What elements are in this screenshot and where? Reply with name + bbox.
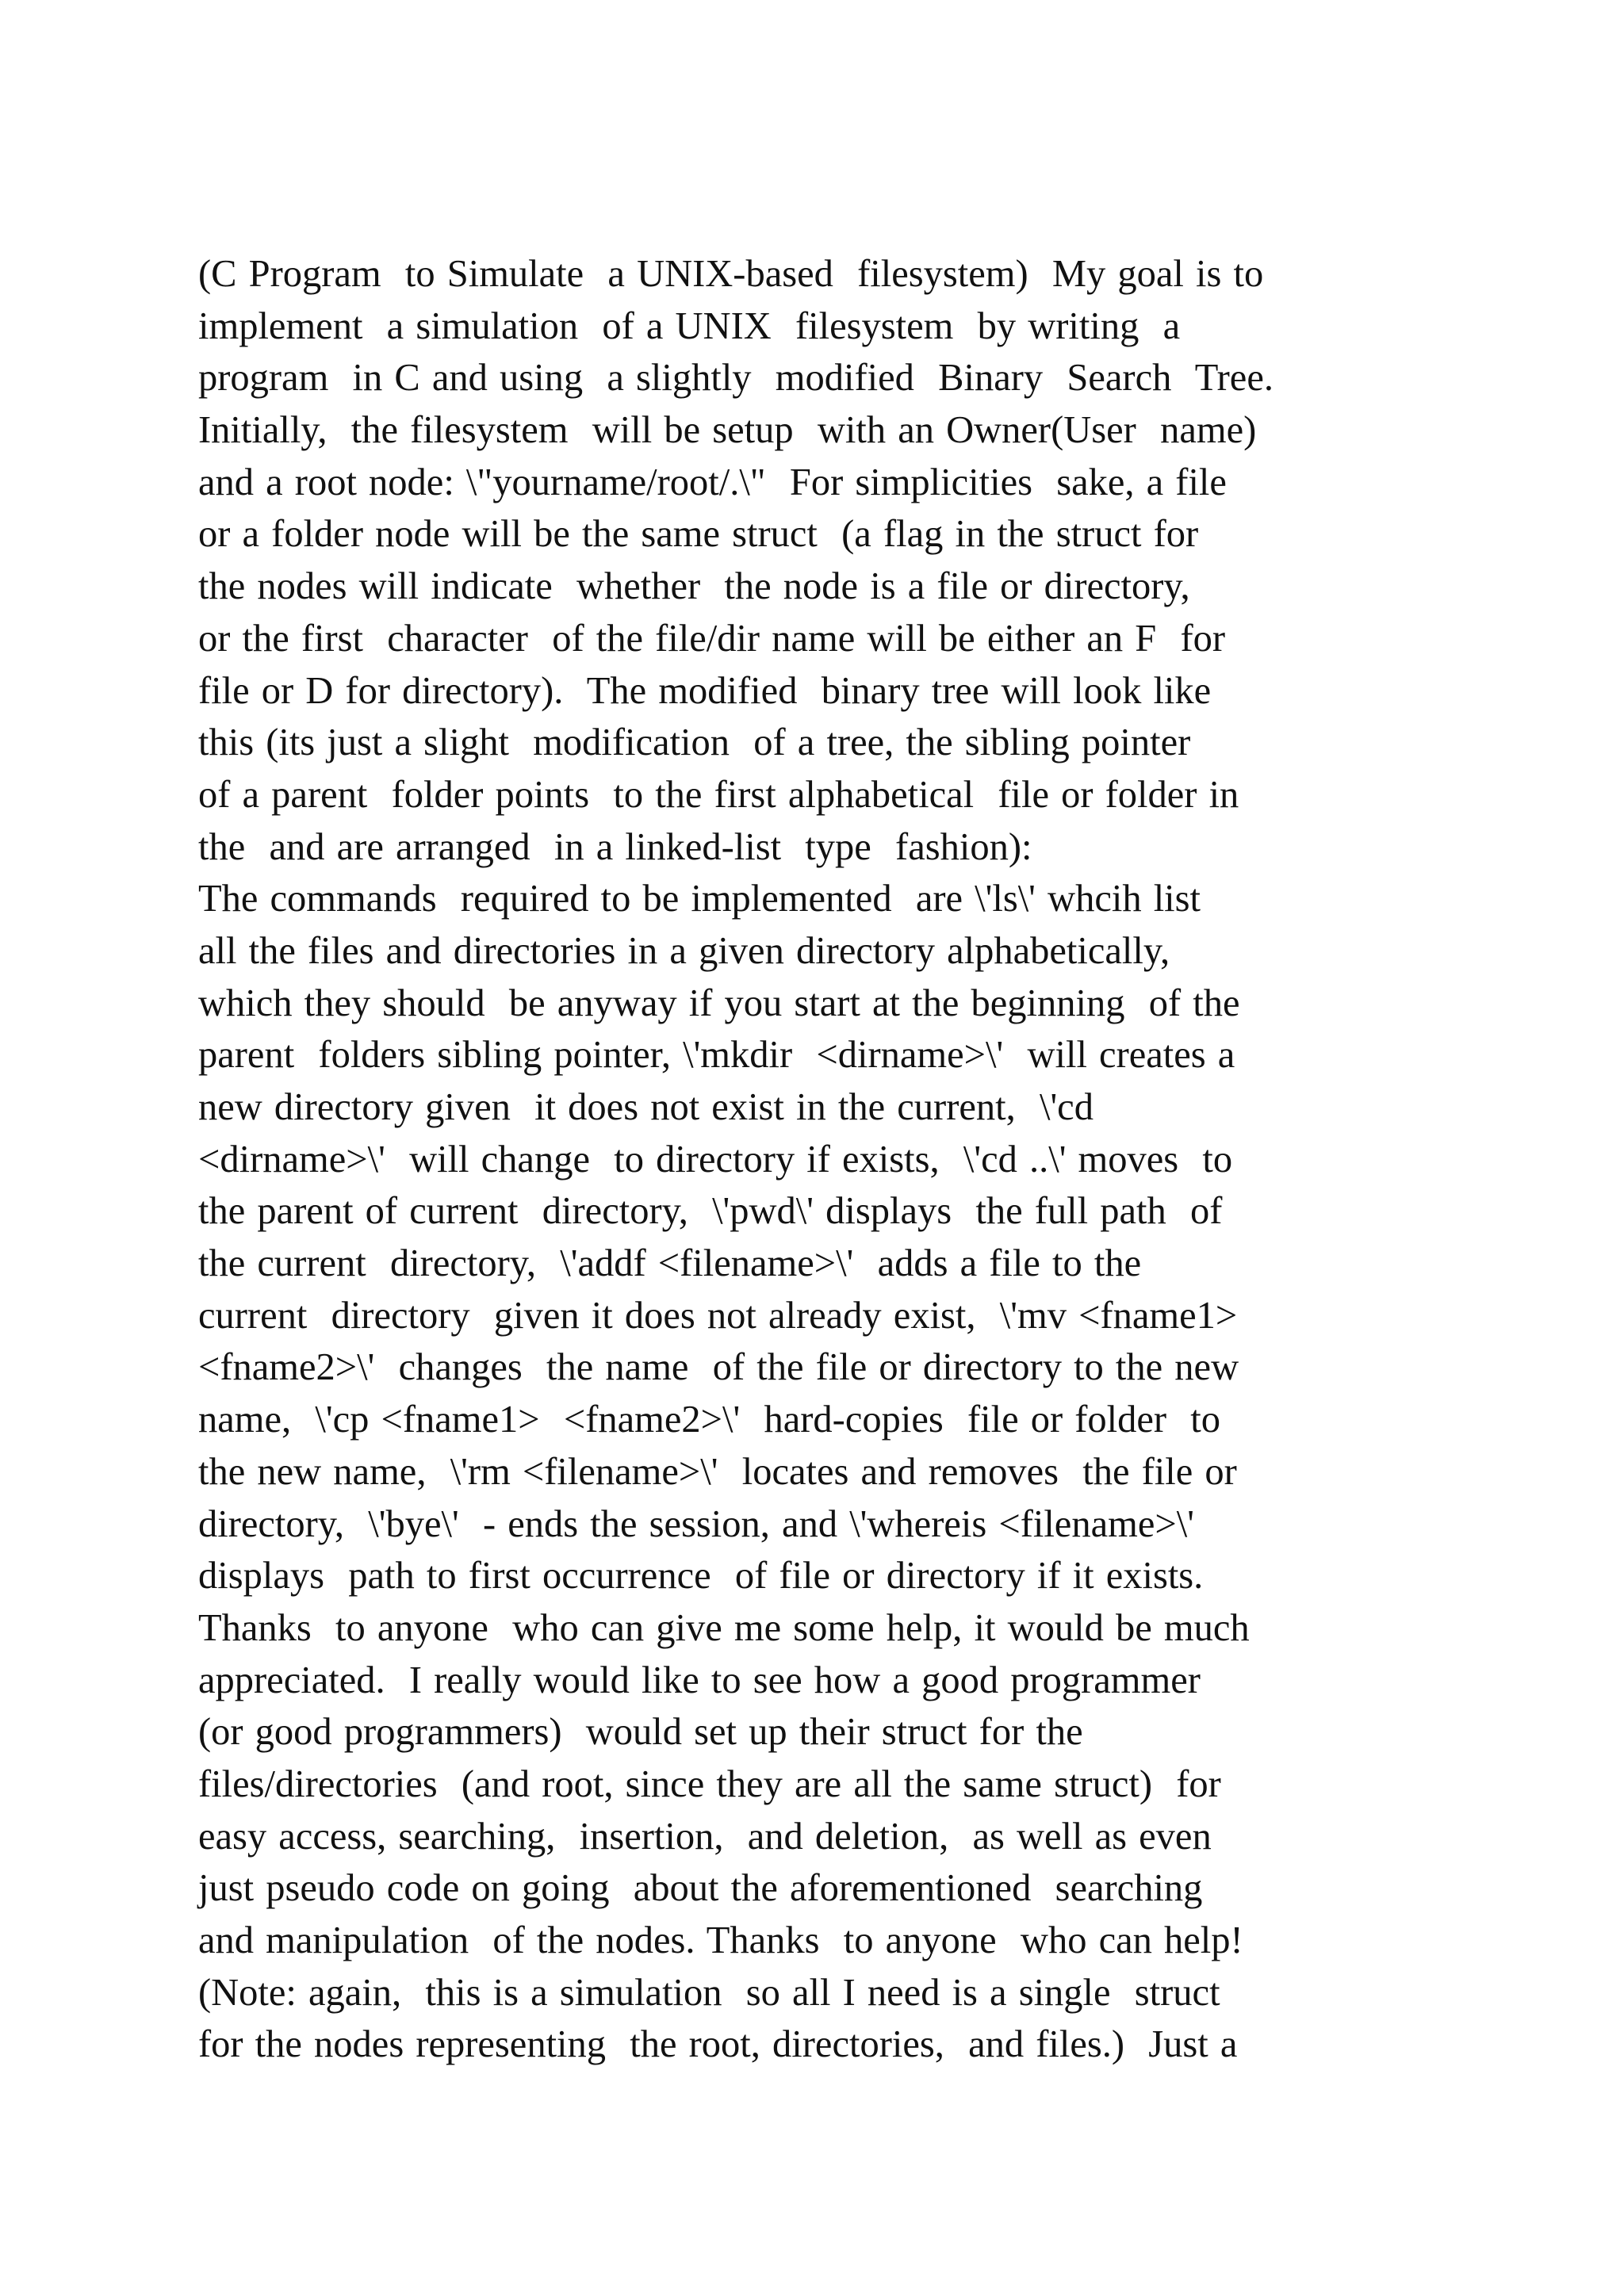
text-line: implement a simulation of a UNIX filesystem by writing a	[198, 304, 1181, 347]
text-line: program in C and using a slightly modified Binary Search Tree.	[198, 357, 1274, 400]
text-line: appreciated. I really would like to see how a good programmer	[198, 1659, 1201, 1701]
text-line: displays path to first occurrence of file or directory if it exists.	[198, 1555, 1204, 1598]
text-line: <fname2>\' changes the name of the file or directory to the new	[198, 1346, 1239, 1389]
text-line: (Note: again, this is a simulation so all I need is a single struct	[198, 1971, 1220, 2014]
text-line: the parent of current directory, \'pwd\' displays the full path of	[198, 1190, 1223, 1233]
text-line: or a folder node will be the same struct (a flag in the struct for	[198, 513, 1199, 556]
text-line: easy access, searching, insertion, and deletion, as well as even	[198, 1815, 1212, 1858]
text-line: the and are arranged in a linked-list type fashion):	[198, 825, 1032, 868]
text-line: name, \'cp <fname1> <fname2>\' hard-copies file or folder to	[198, 1399, 1221, 1441]
text-line: parent folders sibling pointer, \'mkdir <dirname>\' will creates a	[198, 1034, 1235, 1077]
text-line: files/directories (and root, since they are all the same struct) for	[198, 1762, 1221, 1805]
body-text	[198, 248, 1435, 2071]
text-line: current directory given it does not already exist, \'mv <fname1>	[198, 1294, 1238, 1337]
text-line: which they should be anyway if you start at the beginning of the	[198, 982, 1240, 1024]
text-line: this (its just a slight modification of a tree, the sibling pointer	[198, 721, 1191, 764]
text-line: (C Program to Simulate a UNIX-based filesystem) My goal is to	[198, 253, 1264, 295]
text-line: new directory given it does not exist in the current, \'cd	[198, 1086, 1094, 1128]
text-line: file or D for directory). The modified binary tree will look like	[198, 669, 1212, 712]
text-line: Thanks to anyone who can give me some help, it would be much	[198, 1606, 1250, 1649]
text-line: or the first character of the file/dir name will be either an F for	[198, 617, 1226, 660]
text-line: the new name, \'rm <filename>\' locates and removes the file or	[198, 1450, 1237, 1493]
text-line: (or good programmers) would set up their struct for the	[198, 1711, 1083, 1754]
text-line: the nodes will indicate whether the node is a file or directory,	[198, 565, 1190, 608]
text-line: and a root node: \"yourname/root/.\" For simplicities sake, a file	[198, 461, 1227, 503]
text-line: of a parent folder points to the first alphabetical file or folder in	[198, 773, 1239, 816]
text-line: Initially, the filesystem will be setup with an Owner(User name)	[198, 409, 1257, 452]
text-line: just pseudo code on going about the aforementioned searching	[198, 1867, 1203, 1910]
text-line: and manipulation of the nodes. Thanks to anyone who can help!	[198, 1919, 1243, 1961]
text-line: The commands required to be implemented are \'ls\' whcih list	[198, 878, 1201, 920]
text-line: for the nodes representing the root, directories, and files.) Just a	[198, 2023, 1238, 2066]
text-line: all the files and directories in a given directory alphabetically,	[198, 929, 1170, 972]
text-line: directory, \'bye\' - ends the session, and \'whereis <filename>\'	[198, 1502, 1194, 1545]
text-line: <dirname>\' will change to directory if exists, \'cd ..\' moves to	[198, 1138, 1233, 1181]
text-line: the current directory, \'addf <filename>\' adds a file to the	[198, 1242, 1142, 1285]
